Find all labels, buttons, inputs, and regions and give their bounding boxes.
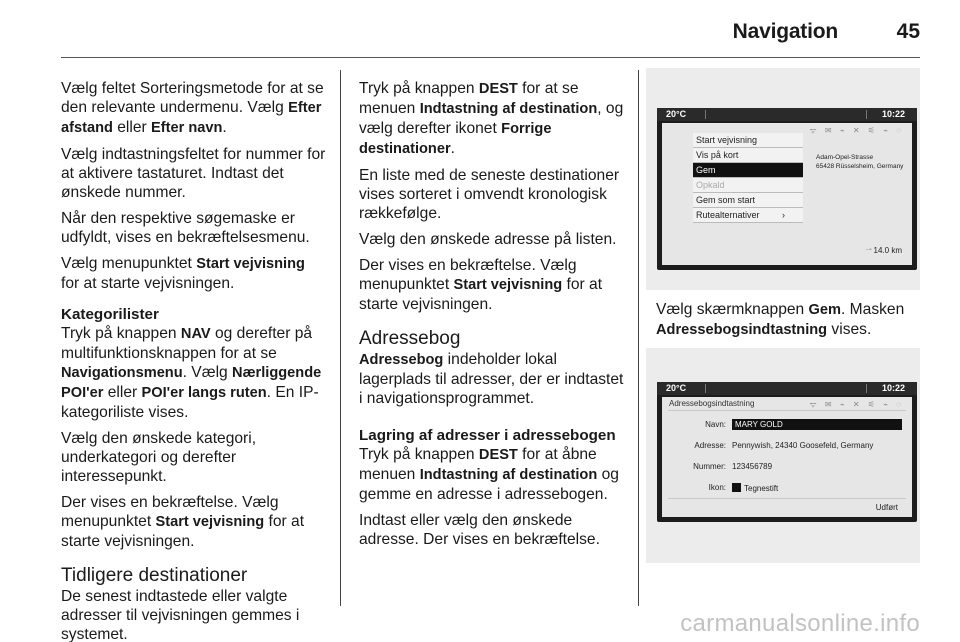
paragraph-sort: Vælg feltet Sorteringsmetode for at se den relevante undermenu. Vælg Efter afstand eller Efter navn.: [61, 80, 324, 136]
screen-panel: [662, 397, 912, 517]
heading-kategorilister: Kategorilister: [61, 306, 159, 323]
status-bar: [657, 108, 917, 121]
paragraph-list: En liste med de seneste destinationer vises sorteret i omvendt kronologisk rækkefølge.: [359, 167, 620, 222]
paragraph-adressebog: Adressebog indeholder lokal lagerplads til adresser, der er indtastet i navigationsprogrammet.: [359, 351, 624, 407]
status-separator: [705, 110, 706, 119]
paragraph-select: Vælg den ønskede adresse på listen.: [359, 231, 617, 248]
paragraph-confirm-3: Der vises en bekræftelse. Vælg menupunktet Start vejvisning for at starte vejvisningen.: [359, 257, 603, 313]
clock: 10:22: [881, 383, 905, 393]
column-divider-1: [340, 70, 341, 606]
status-separator: [705, 384, 706, 393]
column-2: [359, 79, 624, 556]
heading-adressebog: Adressebog: [359, 328, 461, 349]
destination-menu: [693, 133, 803, 223]
heading-lagring: Lagring af adresser i adressebogen: [359, 427, 616, 444]
clock: 10:22: [881, 109, 905, 119]
paragraph-number: Vælg indtastningsfeltet for nummer for at aktivere tastaturet. Indtast det ønskede nummer.: [61, 146, 326, 201]
menu-item-start-vejvisning[interactable]: Start vejvisning: [693, 133, 803, 148]
display-screen: [657, 108, 917, 270]
icon-label: Ikon:: [708, 483, 726, 492]
number-label: Nummer:: [693, 462, 726, 471]
page-title: Navigation: [732, 20, 838, 43]
chevron-right-icon: ›: [782, 210, 785, 220]
pushpin-icon: [732, 483, 741, 492]
status-icons: ᯤ ✉ ⌁ ✕ ⚟ ⌁ ◌: [809, 400, 904, 409]
paragraph-confirm-2: Der vises en bekræftelse. Vælg menupunktet Start vejvisning for at starte vejvisningen.: [61, 494, 305, 550]
paragraph-confirm: Når den respektive søgemaske er udfyldt, vises en bekræftelsesmenu.: [61, 210, 310, 246]
column-1: [61, 79, 326, 642]
screen-panel: [662, 123, 912, 265]
name-label: Navn:: [705, 420, 726, 429]
address-field[interactable]: Pennywish, 24340 Goosefeld, Germany: [732, 441, 874, 450]
divider: [668, 410, 906, 411]
menu-item-rutealternativer[interactable]: Rutealternativer ›: [693, 208, 803, 223]
column-divider-2: [638, 70, 639, 606]
distance-icon: ⇀: [865, 245, 872, 254]
page-number: 45: [896, 20, 920, 43]
icon-field[interactable]: Tegnestift: [732, 483, 778, 493]
menu-item-gem-som-start[interactable]: Gem som start: [693, 193, 803, 208]
screenshot-destination-menu: [646, 68, 920, 290]
paragraph-gem: Vælg skærmknappen Gem. Masken Adressebogsindtastning vises.: [656, 301, 905, 338]
status-icons: ᯤ ✉ ⌁ ✕ ⚟ ⌁ ◌: [809, 126, 904, 135]
status-bar: [657, 382, 917, 395]
screenshot-address-book-entry: [646, 348, 920, 563]
menu-item-gem[interactable]: Gem: [693, 163, 803, 178]
name-field[interactable]: MARY GOLD: [732, 419, 902, 430]
status-separator: [866, 110, 867, 119]
display-screen: [657, 382, 917, 522]
menu-item-vis-paa-kort[interactable]: Vis på kort: [693, 148, 803, 163]
header-rule: [61, 57, 920, 58]
divider: [668, 498, 906, 499]
status-separator: [866, 384, 867, 393]
temperature: 20°C: [666, 383, 687, 393]
address-label: Adresse:: [694, 441, 726, 450]
paragraph-save: Tryk på knappen DEST for at åbne menuen Indtastning af destination og gemme en adresse i adressebogen.: [359, 446, 619, 503]
watermark: carmanualsonline.info: [680, 610, 920, 637]
destination-address: Adam-Opel-Strasse 65428 Rüsselsheim, Germany: [816, 154, 904, 170]
paragraph-nav: Tryk på knappen NAV og derefter på multifunktionsknappen for at se Navigationsmenu. Vælg Nærliggende POI'er eller POI'er langs ruten. En IP-kategoriliste vises.: [61, 325, 322, 421]
paragraph-dest: Tryk på knappen DEST for at se menuen Indtastning af destination, og vælg derefter ikonet Forrige destinationer.: [359, 80, 624, 157]
paragraph-start: Vælg menupunktet Start vejvisning for at starte vejvisningen.: [61, 255, 305, 292]
paragraph-category: Vælg den ønskede kategori, underkategori og derefter interessepunkt.: [61, 430, 257, 485]
paragraph-previous: De senest indtastede eller valgte adresser til vejvisningen gemmes i systemet.: [61, 588, 300, 642]
done-button[interactable]: Udført: [875, 503, 898, 512]
menu-item-opkald: Opkald: [693, 178, 803, 193]
temperature: 20°C: [666, 109, 687, 119]
screen-title: Adressebogsindtastning: [669, 399, 755, 408]
column-3: [656, 300, 922, 347]
heading-tidligere-destinationer: Tidligere destinationer: [61, 565, 248, 586]
number-field[interactable]: 123456789: [732, 462, 773, 471]
distance-value: 14.0 km: [873, 246, 902, 255]
page-header: [0, 0, 960, 58]
paragraph-enter: Indtast eller vælg den ønskede adresse. Der vises en bekræftelse.: [359, 512, 600, 548]
